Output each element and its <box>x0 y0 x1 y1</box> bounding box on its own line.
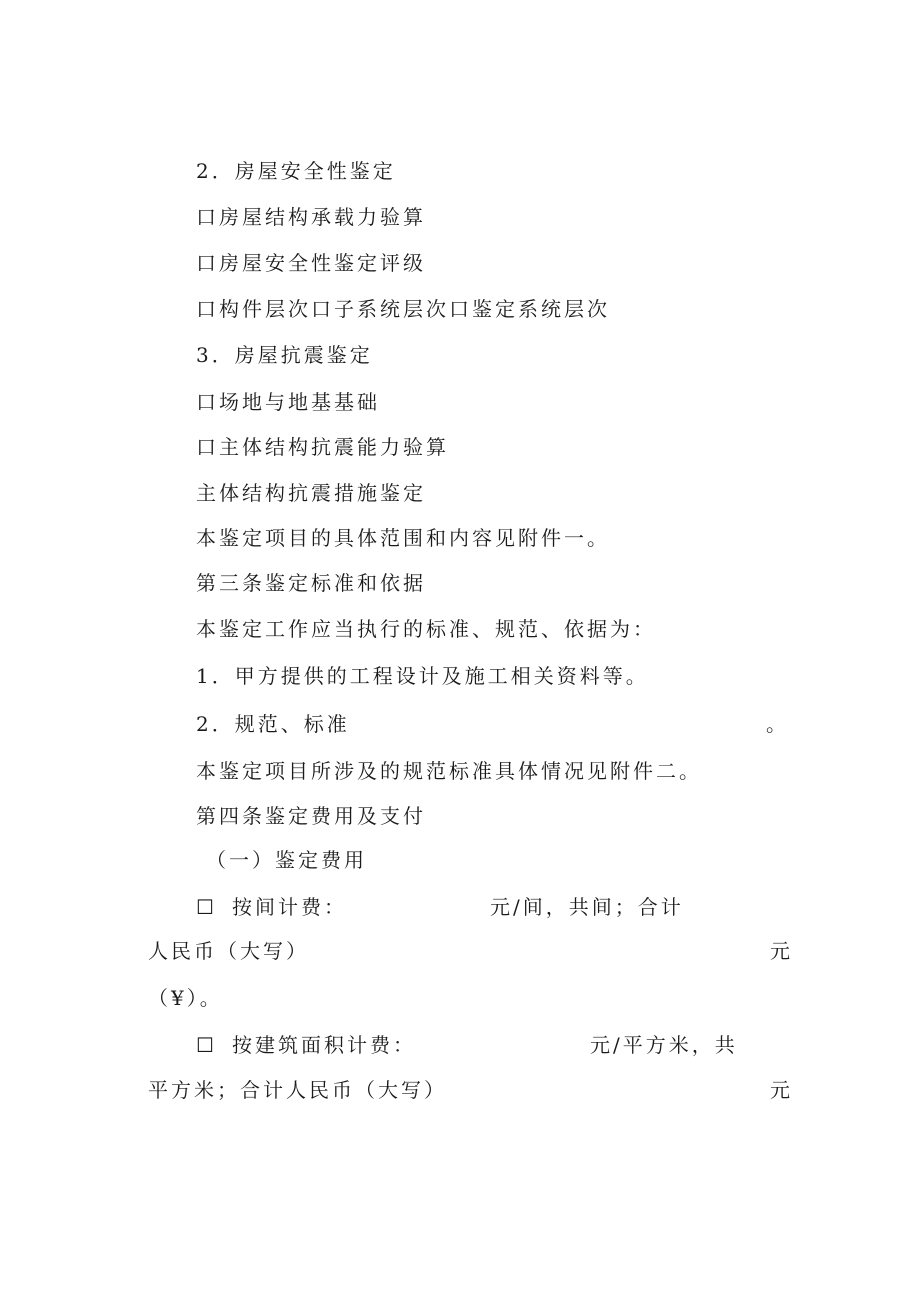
per-room-unit: 元/间，共间；合计 <box>490 895 684 919</box>
scope-note: 本鉴定项目的具体范围和内容见附件一。 <box>196 526 610 550</box>
section3-option-seismic-measures: 主体结构抗震措施鉴定 <box>196 481 426 505</box>
section2-option-bearing-capacity: 口房屋结构承载力验算 <box>196 205 426 229</box>
article4-subtitle: （一）鉴定费用 <box>206 848 367 872</box>
article3-note: 本鉴定项目所涉及的规范标准具体情况见附件二。 <box>196 759 702 783</box>
section3-option-seismic-capacity: 口主体结构抗震能力验算 <box>196 435 449 459</box>
per-area-checkbox[interactable]: ☐ <box>196 1033 217 1057</box>
article3-item2: 2．规范、标准 <box>196 712 350 736</box>
per-area-rmb-label: 平方米；合计人民币（大写） <box>148 1078 447 1102</box>
article4-title: 第四条鉴定费用及支付 <box>196 804 426 828</box>
section3-heading: 3．房屋抗震鉴定 <box>196 343 373 367</box>
per-area-label: 按建筑面积计费： <box>232 1033 416 1057</box>
per-area-yuan: 元 <box>770 1078 793 1102</box>
article3-item2-end: 。 <box>766 712 789 736</box>
section3-option-site-foundation: 口场地与地基基础 <box>196 390 380 414</box>
per-area-unit: 元/平方米，共 <box>590 1033 738 1057</box>
per-room-rmb-label: 人民币（大写） <box>148 939 309 963</box>
section2-option-levels: 口构件层次口子系统层次口鉴定系统层次 <box>196 297 610 321</box>
per-room-checkbox[interactable]: ☐ <box>196 895 217 919</box>
per-room-label: 按间计费： <box>232 895 347 919</box>
article3-item1: 1．甲方提供的工程设计及施工相关资料等。 <box>196 664 649 688</box>
section2-option-safety-rating: 口房屋安全性鉴定评级 <box>196 251 426 275</box>
per-room-yen: （¥）。 <box>148 986 223 1010</box>
article3-title: 第三条鉴定标准和依据 <box>196 571 426 595</box>
article3-intro: 本鉴定工作应当执行的标准、规范、依据为： <box>196 617 656 641</box>
section2-heading: 2．房屋安全性鉴定 <box>196 159 396 183</box>
per-room-yuan: 元 <box>770 939 793 963</box>
